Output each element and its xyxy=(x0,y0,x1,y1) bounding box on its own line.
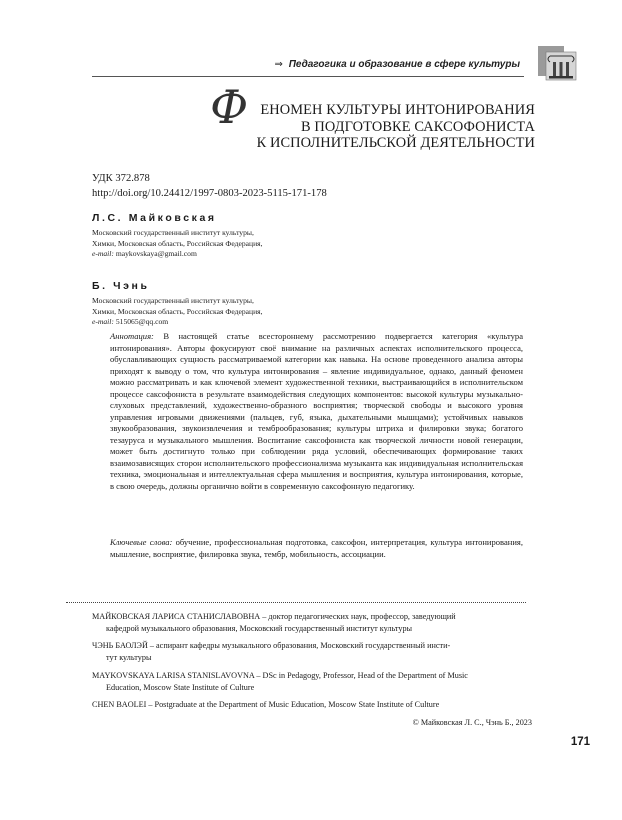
arrow-icon: ⇒ xyxy=(274,59,283,70)
udc-code: УДК 372.878 xyxy=(92,173,150,184)
title-line-2: В ПОДГОТОВКЕ САКСОФОНИСТА xyxy=(301,118,535,135)
author-info-2 xyxy=(92,640,532,663)
author-info-line: ЧЭНЬ БАОЛЭЙ – аспирант кафедры музыкального образования, Московский государственный инсти- xyxy=(92,641,451,650)
journal-logo-icon xyxy=(532,42,584,82)
author-info-line: CHEN BAOLEI – Postgraduate at the Department of Music Education, Moscow State Institute of Culture xyxy=(92,700,440,709)
author-info-1 xyxy=(92,611,532,634)
author-affiliation-1 xyxy=(92,228,263,260)
author-info-line: Education, Moscow State Institute of Culture xyxy=(106,682,255,692)
author-name-1: Л.С. Майковская xyxy=(92,212,217,224)
author-info-line: МАЙКОВСКАЯ ЛАРИСА СТАНИСЛАВОВНА – доктор педагогических наук, профессор, заведующий xyxy=(92,612,456,621)
affiliation-line: Московский государственный институт культуры, xyxy=(92,296,254,305)
author-info-line: тут культуры xyxy=(106,652,152,662)
running-header xyxy=(92,54,524,77)
doi-link[interactable]: http://doi.org/10.24412/1997-0803-2023-5115-171-178 xyxy=(92,188,327,199)
title-line-3: К ИСПОЛНИТЕЛЬСКОЙ ДЕЯТЕЛЬНОСТИ xyxy=(256,135,535,151)
title-line-1: ЕНОМЕН КУЛЬТУРЫ ИНТОНИРОВАНИЯ xyxy=(260,102,535,118)
page-number: 171 xyxy=(570,736,590,748)
keywords xyxy=(110,537,523,560)
section-title xyxy=(275,59,520,70)
email-label: e-mail: xyxy=(92,249,114,258)
author-info-line: кафедрой музыкального образования, Московский государственный институт культуры xyxy=(106,623,413,633)
title-drop-cap: Ф xyxy=(210,80,249,134)
keywords-text: обучение, профессиональная подготовка, саксофон, интерпретация, культура интонирования, мышление, восприятие, филировка звука, тембр, мобильность, ассоциации. xyxy=(110,537,523,559)
abstract xyxy=(110,331,523,492)
email-label: e-mail: xyxy=(92,317,114,326)
keywords-label: Ключевые слова: xyxy=(110,537,173,547)
author-name-2: Б. Чэнь xyxy=(92,280,150,292)
abstract-text: В настоящей статье всестороннему рассмотрению подвергается категория «культура интонирования». Авторы фокусируют своё внимание на различных аспектах исполнительского процесса, обуславливающих сущность рассматриваемой категории как навыка. На основе проведенного анализа авторы приходят к выводу о том, что культура интонирования – явление индивидуальное, однако, данный феномен можно рассматривать и как ключевой элемент художественной техники, выстраивающийся в исполнительском процессе саксофониста в результате взаимодействия следующих компонентов: высокой культуры музыкально-слуховых представлений, художественно-образного восприятия; творческой свободы и высокого уровня управления игровыми движениями (пальцев, губ, языка, дыхательными мышцами); устойчивых навыков звукообразования, звукоизвлечения и темброобразования; культуры штриха и филировки звука; богатого тезауруса и музыкального мышления. Воспитание саксофониста как творческой личности новой генерации, может быть достигнуто только при соблюдении ряда условий, обеспечивающих формирование таких взаимозависящих сторон исполнительского профессионализма музыканта как индивидуальная исполнительская техника, эмоциональная и интеллектуальная сфера мышления и восприятия, культура интонирования, которые, в свою очередь, должны органично войти в современную саксофонную педагогику. xyxy=(110,331,523,491)
author-info-3 xyxy=(92,670,532,693)
abstract-label: Аннотация: xyxy=(110,331,154,341)
author-info-line: MAYKOVSKAYA LARISA STANISLAVOVNA – DSc in Pedagogy, Professor, Head of the Department of Music xyxy=(92,671,468,680)
affiliation-line: Химки, Московская область, Российская Федерация, xyxy=(92,306,263,316)
author-email-2[interactable]: 515065@qq.com xyxy=(115,317,169,326)
author-info-4 xyxy=(92,699,532,711)
author-email-1[interactable]: maykovskaya@gmail.com xyxy=(115,249,197,258)
copyright: © Майковская Л. С., Чэнь Б., 2023 xyxy=(412,718,532,727)
dotted-divider xyxy=(66,602,526,603)
section-label: Педагогика и образование в сфере культуры xyxy=(288,59,520,70)
affiliation-line: Московский государственный институт культуры, xyxy=(92,228,254,237)
affiliation-line: Химки, Московская область, Российская Федерация, xyxy=(92,238,263,248)
article-meta xyxy=(92,171,327,201)
author-affiliation-2 xyxy=(92,296,263,328)
